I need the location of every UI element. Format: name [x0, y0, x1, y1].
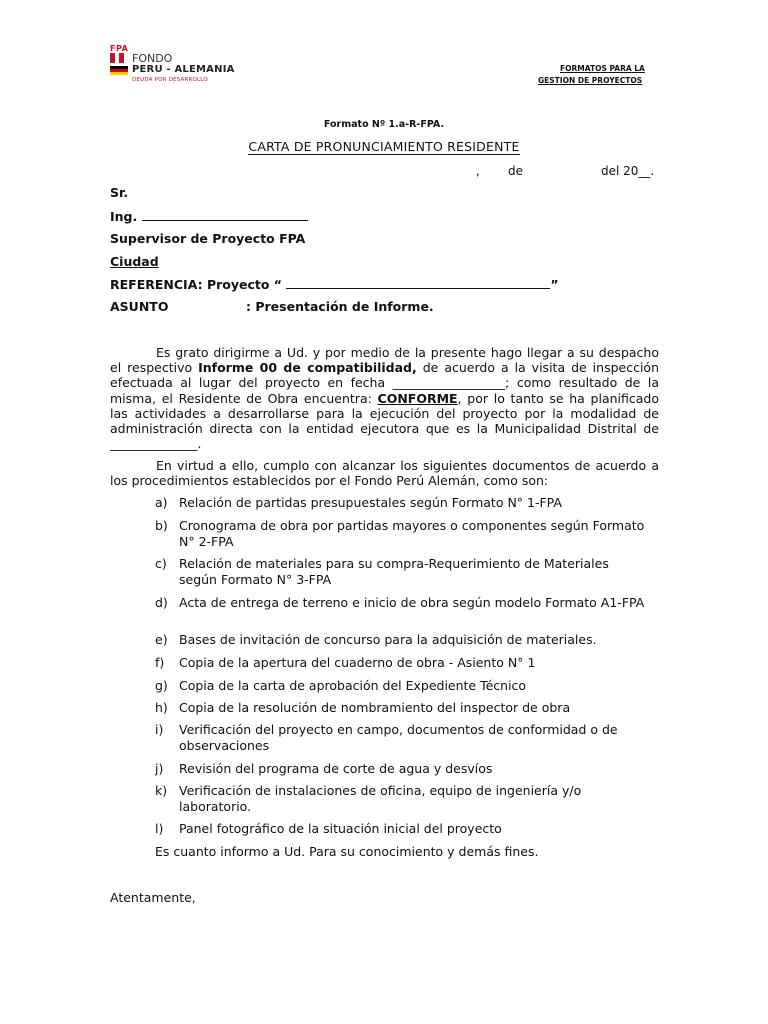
date-year: del 20__.	[601, 164, 655, 178]
addressee-ciudad-text: Ciudad	[110, 254, 159, 269]
p1-text-a: Es grato dirigirme a Ud. y por medio de la presente hago llegar a su despacho el respectivo	[110, 345, 659, 376]
list-text: Copia de la apertura del cuaderno de obra - Asiento N° 1	[179, 655, 536, 670]
list-text: Verificación de instalaciones de oficina, equipo de ingeniería y/o laboratorio.	[179, 783, 582, 814]
addressee-sr: Sr.	[110, 185, 129, 200]
fpa-logo	[110, 44, 235, 88]
list-text: Verificación del proyecto en campo, documentos de conformidad o de observaciones	[179, 722, 618, 753]
addressee-supervisor: Supervisor de Proyecto FPA	[110, 231, 306, 246]
list-text: Revisión del programa de corte de agua y desvíos	[179, 761, 493, 776]
body-paragraph-1	[110, 345, 659, 451]
p1-conforme: CONFORME	[377, 390, 458, 406]
logo-fondo-text: FONDO	[132, 52, 173, 65]
german-flag-icon	[110, 66, 128, 75]
list-marker: j)	[155, 761, 164, 776]
addressee-ing-label: Ing.	[110, 209, 138, 224]
p1-text-c: , por lo tanto se ha planificado las actividades a desarrollarse para la ejecución del proyecto por la modalidad de administración directa con la entidad ejecutora que es la Municipalidad Distrital de ______________.	[110, 390, 659, 452]
p1-informe-bold: Informe 00 de compatibilidad,	[198, 360, 417, 376]
logo-tagline: DEUDA POR DESARROLLO	[132, 77, 208, 83]
list-marker: b)	[155, 518, 168, 533]
list-text: Copia de la resolución de nombramiento del inspector de obra	[179, 700, 571, 715]
list-text: Relación de materiales para su compra-Requerimiento de Materiales según Formato N° 3-FPA	[179, 556, 609, 587]
closing-sentence: Es cuanto informo a Ud. Para su conocimiento y demás fines.	[155, 844, 539, 859]
ing-name-blank	[142, 208, 308, 221]
format-code: Formato Nº 1.a-R-FPA.	[323, 119, 445, 130]
logo-mark-icon	[110, 53, 128, 63]
body-paragraph-2: En virtud a ello, cumplo con alcanzar los siguientes documentos de acuerdo a los procedimientos establecidos por el Fondo Perú Alemán, como son:	[110, 458, 659, 489]
list-marker: l)	[155, 821, 164, 836]
asunto-label: ASUNTO	[110, 299, 169, 314]
list-text: Copia de la carta de aprobación del Expediente Técnico	[179, 678, 527, 693]
list-marker: d)	[155, 595, 168, 610]
document-title	[0, 139, 768, 154]
referencia-close-quote: ”	[550, 277, 559, 292]
list-marker: k)	[155, 783, 168, 798]
list-text: Cronograma de obra por partidas mayores o componentes según Formato N° 2-FPA	[179, 518, 645, 549]
asunto-value: : Presentación de Informe.	[246, 299, 434, 314]
referencia-label: REFERENCIA: Proyecto “	[110, 277, 283, 292]
list-text: Panel fotográfico de la situación inicial del proyecto	[179, 821, 502, 836]
signoff: Atentamente,	[110, 890, 196, 905]
header-line-1: FORMATOS PARA LA	[560, 64, 645, 73]
list-marker: h)	[155, 700, 168, 715]
list-text: Bases de invitación de concurso para la adquisición de materiales.	[179, 632, 597, 647]
list-text: Relación de partidas presupuestales según Formato N° 1-FPA	[179, 495, 562, 510]
list-marker: i)	[155, 722, 164, 737]
referencia-line	[110, 276, 559, 292]
addressee-ing	[110, 208, 308, 224]
list-marker: f)	[155, 655, 165, 670]
list-marker: a)	[155, 495, 168, 510]
list-marker: c)	[155, 556, 167, 571]
addressee-ciudad	[110, 254, 159, 269]
date-comma: ,	[476, 164, 480, 178]
p1-text-b: de acuerdo a la visita de inspección efectuada al lugar del proyecto en fecha __________________; como resultado de la misma, el Residente de Obra encuentra:	[110, 360, 659, 406]
list-text: Acta de entrega de terreno e inicio de obra según modelo Formato A1-FPA	[179, 595, 645, 610]
referencia-project-blank	[286, 276, 550, 289]
date-de: de	[508, 164, 523, 178]
document-title-text: CARTA DE PRONUNCIAMIENTO RESIDENTE	[248, 139, 520, 154]
logo-fpa-text: FPA	[110, 44, 129, 53]
list-marker: e)	[155, 632, 168, 647]
header-line-2: GESTION DE PROYECTOS	[538, 76, 643, 85]
logo-peru-alemania-text: PERU - ALEMANIA	[132, 64, 235, 75]
list-marker: g)	[155, 678, 168, 693]
